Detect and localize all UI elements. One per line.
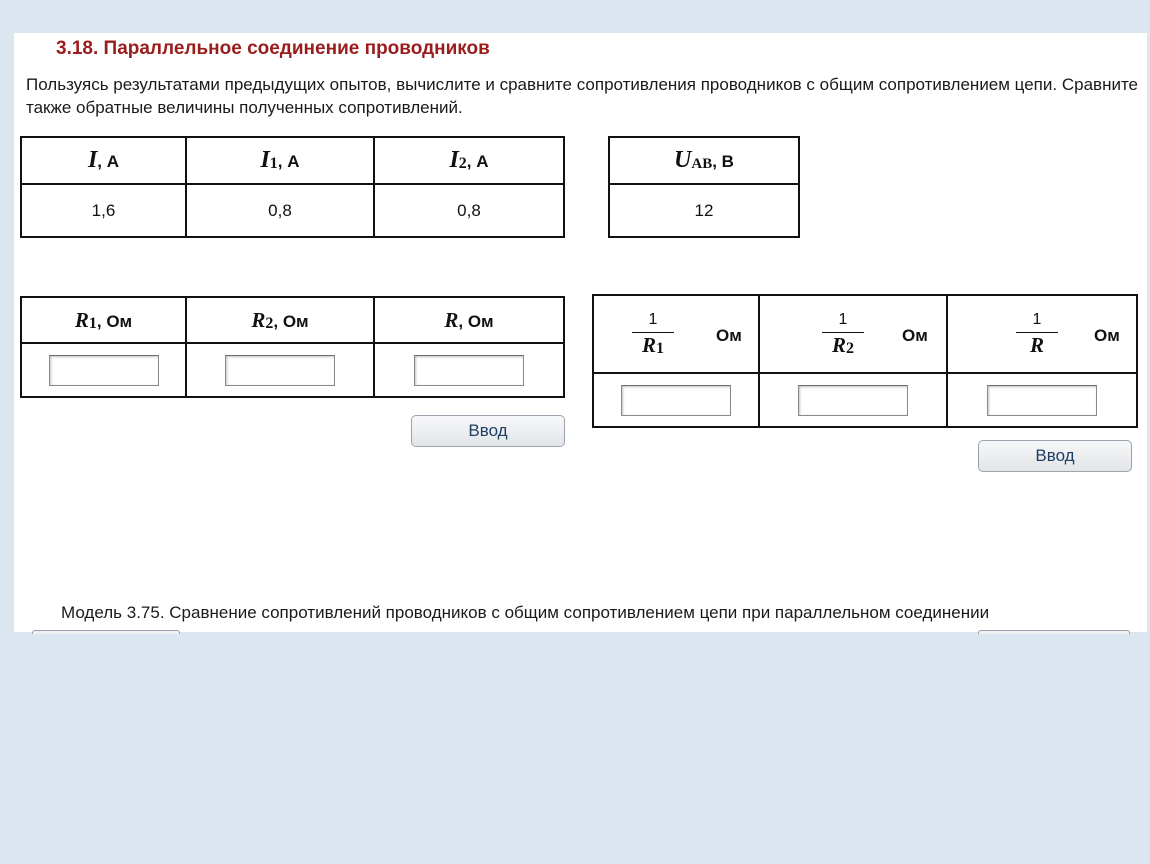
header-voltage (609, 137, 799, 184)
input-cell (593, 373, 759, 427)
input-cell (947, 373, 1137, 427)
resistances-submit-button[interactable]: Ввод (411, 415, 565, 447)
subscript: 1 (269, 155, 278, 172)
unit-label: , Ом (458, 311, 494, 331)
value-current-1 (186, 184, 374, 237)
header-current-2 (374, 137, 564, 184)
symbol: R (831, 333, 846, 357)
symbol: U (674, 147, 692, 173)
value-voltage (609, 184, 799, 237)
voltage-value-row (609, 184, 799, 237)
fraction (1016, 310, 1058, 359)
symbol: R (444, 307, 459, 332)
header-reciprocal-r (947, 295, 1137, 373)
subscript: 2 (265, 314, 274, 332)
cell-value: 0,8 (268, 200, 292, 220)
unit-label: Ом (716, 326, 742, 345)
resistances-table (20, 296, 565, 398)
denominator (832, 333, 854, 361)
input-cell (186, 343, 374, 397)
symbol: I (260, 147, 270, 173)
unit-label: Ом (1094, 326, 1120, 345)
symbol: R (641, 333, 656, 357)
reciprocals-submit-button[interactable]: Ввод (978, 440, 1132, 472)
denominator (642, 333, 664, 361)
input-cell (759, 373, 947, 427)
header-resistance-total (374, 297, 564, 343)
numerator: 1 (648, 311, 658, 328)
subscript: 1 (88, 314, 97, 332)
voltage-header-row (609, 137, 799, 184)
denominator (1030, 333, 1044, 359)
cell-value: 12 (694, 200, 714, 220)
header-reciprocal-r2 (759, 295, 947, 373)
currents-table (20, 136, 565, 238)
header-reciprocal-r1 (593, 295, 759, 373)
cell-value: 0,8 (457, 200, 481, 220)
reciprocals-header-row (593, 295, 1137, 373)
voltage-table (608, 136, 800, 238)
partial-button-right[interactable] (978, 630, 1130, 634)
header-resistance-1 (21, 297, 186, 343)
fraction-cell (948, 296, 1136, 372)
fraction-cell (760, 296, 946, 372)
input-cell (21, 343, 186, 397)
symbol: R (74, 307, 89, 332)
resistances-input-row (21, 343, 564, 397)
partial-button-left[interactable] (32, 630, 180, 634)
cell-value: 1,6 (91, 200, 116, 220)
header-current-1 (186, 137, 374, 184)
fraction (632, 310, 674, 361)
value-current-2 (374, 184, 564, 237)
unit-label: , А (466, 152, 489, 171)
unit-label: , А (277, 152, 300, 171)
symbol: I (449, 147, 459, 173)
unit-label: , В (712, 152, 734, 171)
reciprocals-table (592, 294, 1138, 428)
header-current-total (21, 137, 186, 184)
unit-label: Ом (902, 326, 928, 345)
r1-input[interactable] (49, 355, 159, 386)
inv-r1-input[interactable] (621, 385, 731, 416)
unit-label: , Ом (96, 311, 133, 331)
symbol: R (251, 307, 266, 332)
fraction-cell (594, 296, 758, 372)
header-resistance-2 (186, 297, 374, 343)
symbol: R (1029, 333, 1044, 357)
fraction (822, 310, 864, 361)
task-description: Пользуясь результатами предыдущих опытов, вычислите и сравните сопротивления проводников с общим сопротивлением цепи. Сравните также обратные величины полученных сопротивлений. (26, 75, 1138, 117)
subscript: AB (691, 156, 713, 172)
input-cell (374, 343, 564, 397)
currents-header-row (21, 137, 564, 184)
inv-r-input[interactable] (987, 385, 1097, 416)
resistances-header-row (21, 297, 564, 343)
subscript: 1 (656, 340, 664, 357)
currents-value-row (21, 184, 564, 237)
unit-label: , А (97, 152, 120, 171)
r2-input[interactable] (225, 355, 335, 386)
content-panel (14, 33, 1147, 632)
page-title: 3.18. Параллельное соединение проводников (56, 38, 490, 59)
unit-label: , Ом (273, 311, 309, 331)
model-caption: Модель 3.75. Сравнение сопротивлений проводников с общим сопротивлением цепи при параллельном соединении (61, 603, 990, 622)
r-total-input[interactable] (414, 355, 524, 386)
symbol: I (87, 147, 98, 173)
numerator: 1 (838, 311, 848, 328)
value-current-total (21, 184, 186, 237)
numerator: 1 (1032, 311, 1042, 328)
subscript: 2 (458, 155, 467, 172)
subscript: 2 (846, 340, 854, 357)
reciprocals-input-row (593, 373, 1137, 427)
inv-r2-input[interactable] (798, 385, 908, 416)
